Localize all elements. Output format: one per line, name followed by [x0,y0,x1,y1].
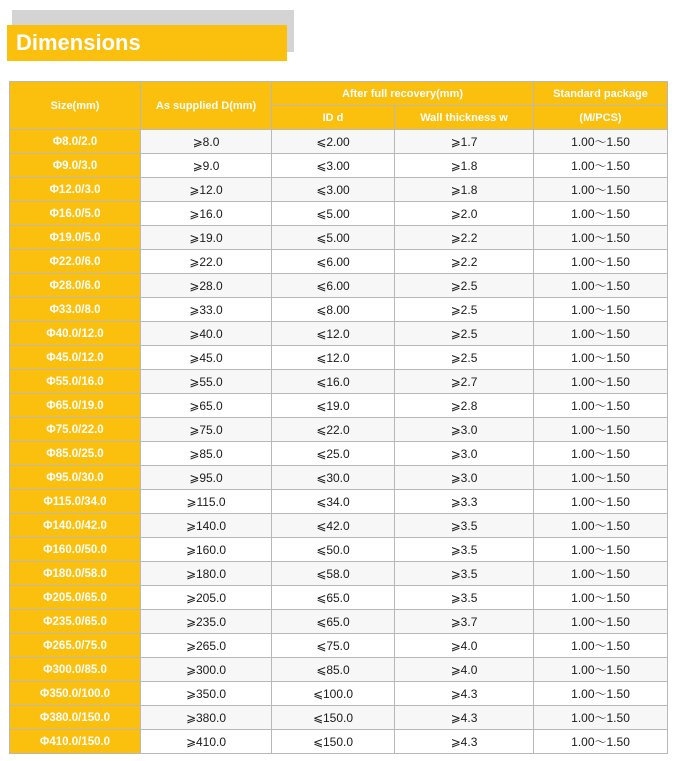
cell-wall-thickness: ⩾2.2 [395,226,534,250]
cell-wall-thickness: ⩾1.7 [395,130,534,154]
table-row [10,634,668,658]
table-row [10,562,668,586]
cell-wall-thickness: ⩾2.7 [395,370,534,394]
cell-id-d: ⩽22.0 [272,418,395,442]
header-standard-package: Standard package [534,82,668,106]
cell-id-d: ⩽65.0 [272,586,395,610]
header-as-supplied: As supplied D(mm) [141,82,272,130]
cell-id-d: ⩽6.00 [272,250,395,274]
cell-standard-package: 1.00～1.50 [534,346,668,370]
table-row [10,178,668,202]
cell-as-supplied: ⩾12.0 [141,178,272,202]
cell-id-d: ⩽50.0 [272,538,395,562]
table-row [10,586,668,610]
cell-wall-thickness: ⩾3.5 [395,538,534,562]
cell-standard-package: 1.00～1.50 [534,490,668,514]
cell-standard-package: 1.00～1.50 [534,250,668,274]
cell-as-supplied: ⩾410.0 [141,730,272,754]
cell-standard-package: 1.00～1.50 [534,154,668,178]
table-row [10,154,668,178]
cell-id-d: ⩽34.0 [272,490,395,514]
cell-as-supplied: ⩾40.0 [141,322,272,346]
cell-size: Φ33.0/8.0 [10,298,141,322]
cell-size: Φ75.0/22.0 [10,418,141,442]
cell-standard-package: 1.00～1.50 [534,562,668,586]
cell-id-d: ⩽100.0 [272,682,395,706]
cell-as-supplied: ⩾265.0 [141,634,272,658]
cell-as-supplied: ⩾8.0 [141,130,272,154]
cell-standard-package: 1.00～1.50 [534,298,668,322]
cell-standard-package: 1.00～1.50 [534,226,668,250]
cell-as-supplied: ⩾22.0 [141,250,272,274]
cell-wall-thickness: ⩾4.0 [395,634,534,658]
cell-size: Φ8.0/2.0 [10,130,141,154]
table-row [10,730,668,754]
cell-size: Φ28.0/6.0 [10,274,141,298]
cell-id-d: ⩽12.0 [272,322,395,346]
cell-as-supplied: ⩾380.0 [141,706,272,730]
cell-size: Φ16.0/5.0 [10,202,141,226]
cell-size: Φ300.0/85.0 [10,658,141,682]
header-after-recovery: After full recovery(mm) [272,82,534,106]
cell-size: Φ65.0/19.0 [10,394,141,418]
cell-wall-thickness: ⩾4.3 [395,730,534,754]
table-row [10,706,668,730]
table-row [10,322,668,346]
cell-standard-package: 1.00～1.50 [534,610,668,634]
cell-wall-thickness: ⩾2.2 [395,250,534,274]
cell-standard-package: 1.00～1.50 [534,130,668,154]
cell-standard-package: 1.00～1.50 [534,586,668,610]
cell-as-supplied: ⩾85.0 [141,442,272,466]
cell-id-d: ⩽150.0 [272,730,395,754]
cell-id-d: ⩽65.0 [272,610,395,634]
cell-size: Φ265.0/75.0 [10,634,141,658]
cell-id-d: ⩽19.0 [272,394,395,418]
cell-size: Φ45.0/12.0 [10,346,141,370]
cell-size: Φ55.0/16.0 [10,370,141,394]
cell-size: Φ205.0/65.0 [10,586,141,610]
cell-wall-thickness: ⩾4.3 [395,706,534,730]
cell-wall-thickness: ⩾2.8 [395,394,534,418]
cell-standard-package: 1.00～1.50 [534,394,668,418]
table-row [10,226,668,250]
cell-standard-package: 1.00～1.50 [534,682,668,706]
table-row [10,418,668,442]
cell-size: Φ160.0/50.0 [10,538,141,562]
cell-wall-thickness: ⩾2.5 [395,298,534,322]
table-row [10,514,668,538]
cell-wall-thickness: ⩾4.0 [395,658,534,682]
cell-as-supplied: ⩾28.0 [141,274,272,298]
cell-wall-thickness: ⩾3.0 [395,442,534,466]
cell-as-supplied: ⩾350.0 [141,682,272,706]
cell-as-supplied: ⩾115.0 [141,490,272,514]
cell-wall-thickness: ⩾3.7 [395,610,534,634]
cell-as-supplied: ⩾235.0 [141,610,272,634]
table-row [10,658,668,682]
table-row [10,490,668,514]
table-row [10,250,668,274]
cell-standard-package: 1.00～1.50 [534,634,668,658]
table-row [10,202,668,226]
cell-standard-package: 1.00～1.50 [534,730,668,754]
cell-id-d: ⩽6.00 [272,274,395,298]
cell-wall-thickness: ⩾1.8 [395,154,534,178]
cell-standard-package: 1.00～1.50 [534,202,668,226]
cell-size: Φ22.0/6.0 [10,250,141,274]
cell-size: Φ350.0/100.0 [10,682,141,706]
cell-as-supplied: ⩾300.0 [141,658,272,682]
header-wall-thickness: Wall thickness w [395,106,534,130]
cell-wall-thickness: ⩾3.5 [395,514,534,538]
cell-as-supplied: ⩾16.0 [141,202,272,226]
cell-wall-thickness: ⩾2.5 [395,346,534,370]
cell-as-supplied: ⩾140.0 [141,514,272,538]
cell-as-supplied: ⩾33.0 [141,298,272,322]
cell-standard-package: 1.00～1.50 [534,370,668,394]
cell-id-d: ⩽3.00 [272,154,395,178]
table-row [10,298,668,322]
cell-wall-thickness: ⩾2.5 [395,274,534,298]
header-id-d: ID d [272,106,395,130]
table-row [10,682,668,706]
table-row [10,442,668,466]
cell-wall-thickness: ⩾4.3 [395,682,534,706]
cell-size: Φ85.0/25.0 [10,442,141,466]
table-row [10,538,668,562]
cell-id-d: ⩽5.00 [272,226,395,250]
cell-standard-package: 1.00～1.50 [534,442,668,466]
page-title: Dimensions [7,25,287,61]
cell-as-supplied: ⩾55.0 [141,370,272,394]
cell-wall-thickness: ⩾3.3 [395,490,534,514]
cell-standard-package: 1.00～1.50 [534,322,668,346]
cell-size: Φ180.0/58.0 [10,562,141,586]
table-row [10,394,668,418]
cell-size: Φ380.0/150.0 [10,706,141,730]
cell-wall-thickness: ⩾1.8 [395,178,534,202]
cell-as-supplied: ⩾75.0 [141,418,272,442]
cell-id-d: ⩽150.0 [272,706,395,730]
cell-standard-package: 1.00～1.50 [534,514,668,538]
table-row [10,274,668,298]
table-row [10,370,668,394]
cell-standard-package: 1.00～1.50 [534,466,668,490]
cell-as-supplied: ⩾205.0 [141,586,272,610]
cell-standard-package: 1.00～1.50 [534,418,668,442]
cell-id-d: ⩽85.0 [272,658,395,682]
cell-size: Φ410.0/150.0 [10,730,141,754]
cell-id-d: ⩽12.0 [272,346,395,370]
cell-size: Φ12.0/3.0 [10,178,141,202]
cell-size: Φ95.0/30.0 [10,466,141,490]
cell-standard-package: 1.00～1.50 [534,274,668,298]
cell-as-supplied: ⩾19.0 [141,226,272,250]
cell-as-supplied: ⩾65.0 [141,394,272,418]
cell-standard-package: 1.00～1.50 [534,178,668,202]
cell-id-d: ⩽2.00 [272,130,395,154]
cell-id-d: ⩽25.0 [272,442,395,466]
cell-size: Φ40.0/12.0 [10,322,141,346]
table-row [10,346,668,370]
cell-id-d: ⩽16.0 [272,370,395,394]
cell-id-d: ⩽5.00 [272,202,395,226]
cell-standard-package: 1.00～1.50 [534,706,668,730]
cell-as-supplied: ⩾160.0 [141,538,272,562]
cell-as-supplied: ⩾9.0 [141,154,272,178]
cell-size: Φ9.0/3.0 [10,154,141,178]
table-body [10,130,668,754]
cell-size: Φ140.0/42.0 [10,514,141,538]
dimensions-table [9,81,668,754]
cell-size: Φ19.0/5.0 [10,226,141,250]
cell-id-d: ⩽3.00 [272,178,395,202]
cell-wall-thickness: ⩾3.0 [395,466,534,490]
cell-standard-package: 1.00～1.50 [534,538,668,562]
cell-id-d: ⩽42.0 [272,514,395,538]
header-size: Size(mm) [10,82,141,130]
cell-wall-thickness: ⩾3.5 [395,562,534,586]
cell-standard-package: 1.00～1.50 [534,658,668,682]
cell-size: Φ115.0/34.0 [10,490,141,514]
cell-id-d: ⩽8.00 [272,298,395,322]
cell-id-d: ⩽30.0 [272,466,395,490]
table-row [10,466,668,490]
table-row [10,130,668,154]
cell-id-d: ⩽58.0 [272,562,395,586]
cell-wall-thickness: ⩾3.5 [395,586,534,610]
cell-as-supplied: ⩾95.0 [141,466,272,490]
cell-size: Φ235.0/65.0 [10,610,141,634]
cell-as-supplied: ⩾45.0 [141,346,272,370]
cell-id-d: ⩽75.0 [272,634,395,658]
cell-wall-thickness: ⩾2.0 [395,202,534,226]
header-package-unit: (M/PCS) [534,106,668,130]
table-row [10,610,668,634]
cell-wall-thickness: ⩾2.5 [395,322,534,346]
cell-wall-thickness: ⩾3.0 [395,418,534,442]
cell-as-supplied: ⩾180.0 [141,562,272,586]
